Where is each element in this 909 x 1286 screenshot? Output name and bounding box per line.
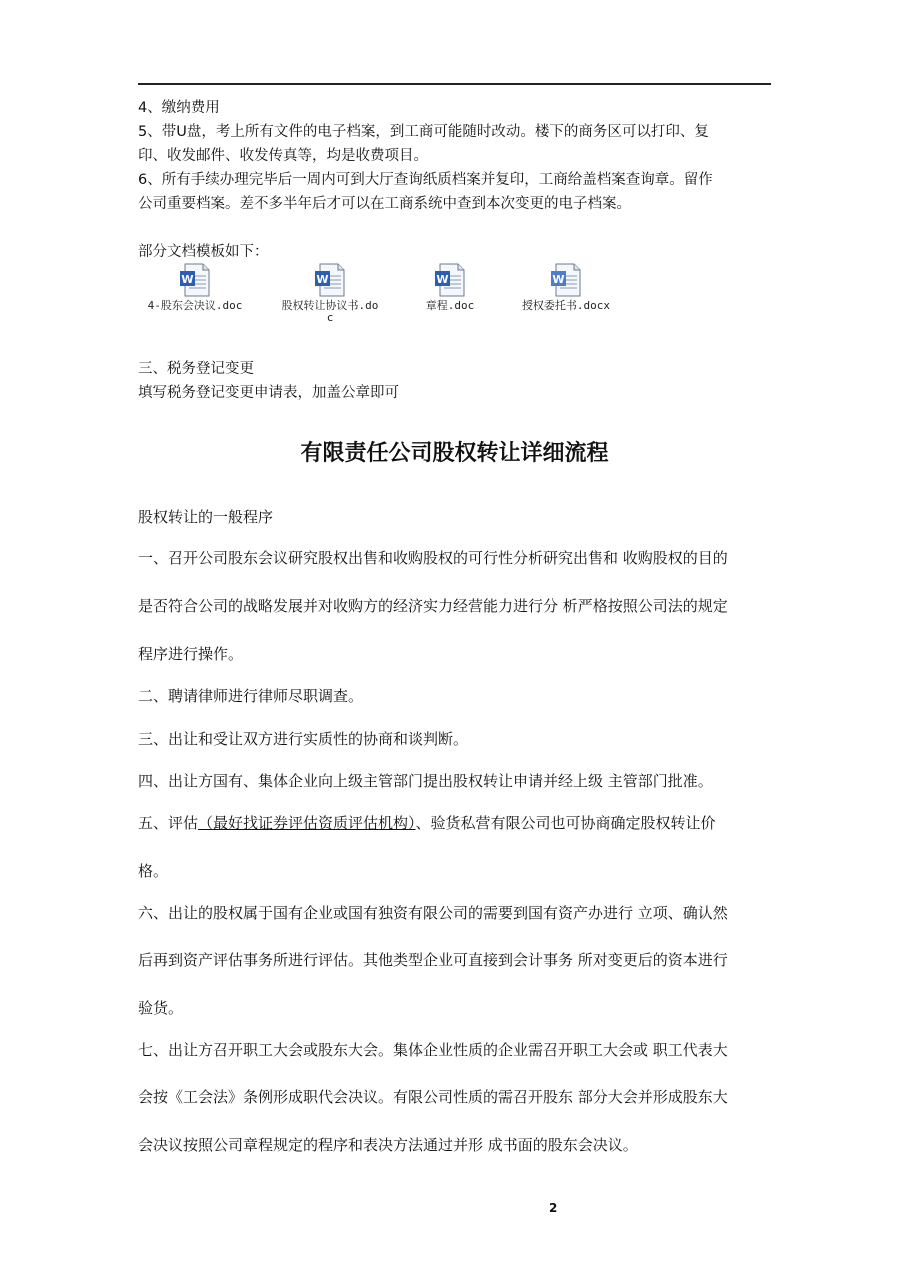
attachment-power-of-attorney[interactable]	[508, 262, 624, 312]
step-5-suffix: 、验货私营有限公司也可协商确定股权转让价	[415, 814, 716, 832]
word-doc-icon	[432, 262, 468, 298]
step-5-line-2: 格。	[138, 862, 169, 880]
step-2: 二、聘请律师进行律师尽职调查。	[138, 687, 364, 705]
tax-heading: 三、税务登记变更	[138, 361, 254, 377]
step-1-line-1: 一、召开公司股东会议研究股权出售和收购股权的可行性分析研究出售和 收购股权的目的	[138, 549, 728, 567]
attachment-name: 4-股东会决议.doc	[147, 299, 243, 312]
word-docx-icon	[548, 262, 584, 298]
word-doc-icon	[312, 262, 348, 298]
step-6-line-3: 验货。	[138, 999, 184, 1017]
svg-text:W: W	[316, 273, 329, 286]
word-doc-icon	[177, 262, 213, 298]
svg-text:W: W	[181, 273, 194, 286]
section-title: 有限责任公司股权转让详细流程	[300, 441, 609, 466]
step-6-line-2: 后再到资产评估事务所进行评估。其他类型企业可直接到会计事务 所对变更后的资本进行	[138, 951, 728, 969]
attachment-shareholder-resolution[interactable]	[138, 262, 252, 312]
attachment-transfer-agreement[interactable]	[268, 262, 392, 324]
svg-text:W: W	[436, 273, 449, 286]
attachment-articles[interactable]	[406, 262, 494, 312]
list-item-usb-l1: 5、带U盘，考上所有文件的电子档案，到工商可能随时改动。楼下的商务区可以打印、复	[138, 124, 709, 140]
step-5-prefix: 五、评估	[138, 814, 199, 832]
tax-text: 填写税务登记变更申请表，加盖公章即可	[138, 385, 399, 401]
svg-text:W: W	[552, 273, 565, 286]
page-number: 2	[549, 1201, 558, 1215]
attachment-name: 授权委托书.docx	[521, 299, 611, 312]
step-7-line-3: 会决议按照公司章程规定的程序和表决方法通过并形 成书面的股东会决议。	[138, 1136, 638, 1154]
attachment-list	[138, 262, 658, 332]
step-5-underlined-note: （最好找证券评估资质评估机构）	[198, 814, 416, 832]
header-rule	[138, 83, 771, 85]
step-1-line-2: 是否符合公司的战略发展并对收购方的经济实力经营能力进行分 析严格按照公司法的规定	[138, 597, 728, 615]
step-6-line-1: 六、出让的股权属于国有企业或国有独资有限公司的需要到国有资产办进行 立项、确认然	[138, 904, 728, 922]
list-item-usb-l2: 印、收发邮件、收发传真等，均是收费项目。	[138, 148, 428, 164]
list-item-fee: 4、缴纳费用	[138, 100, 220, 116]
step-7-line-1: 七、出让方召开职工大会或股东大会。集体企业性质的企业需召开职工大会或 职工代表大	[138, 1041, 728, 1059]
step-7-line-2: 会按《工会法》条例形成职代会决议。有限公司性质的需召开股东 部分大会并形成股东大	[138, 1088, 728, 1106]
step-3: 三、出让和受让双方进行实质性的协商和谈判断。	[138, 730, 469, 748]
step-5-line-1	[138, 811, 716, 835]
attachment-name-line2: c	[326, 311, 334, 324]
templates-label: 部分文档模板如下：	[138, 244, 269, 260]
list-item-archive-l2: 公司重要档案。差不多半年后才可以在工商系统中查到本次变更的电子档案。	[138, 196, 631, 212]
attachment-name: 章程.doc	[425, 299, 475, 312]
step-4: 四、出让方国有、集体企业向上级主管部门提出股权转让申请并经上级 主管部门批准。	[138, 772, 713, 790]
attachment-name-line1: 股权转让协议书.do	[281, 299, 379, 312]
step-1-line-3: 程序进行操作。	[138, 645, 244, 663]
list-item-archive-l1: 6、所有手续办理完毕后一周内可到大厅查询纸质档案并复印，工商给盖档案查询章。留作	[138, 172, 713, 188]
intro-text: 股权转让的一般程序	[138, 508, 274, 526]
